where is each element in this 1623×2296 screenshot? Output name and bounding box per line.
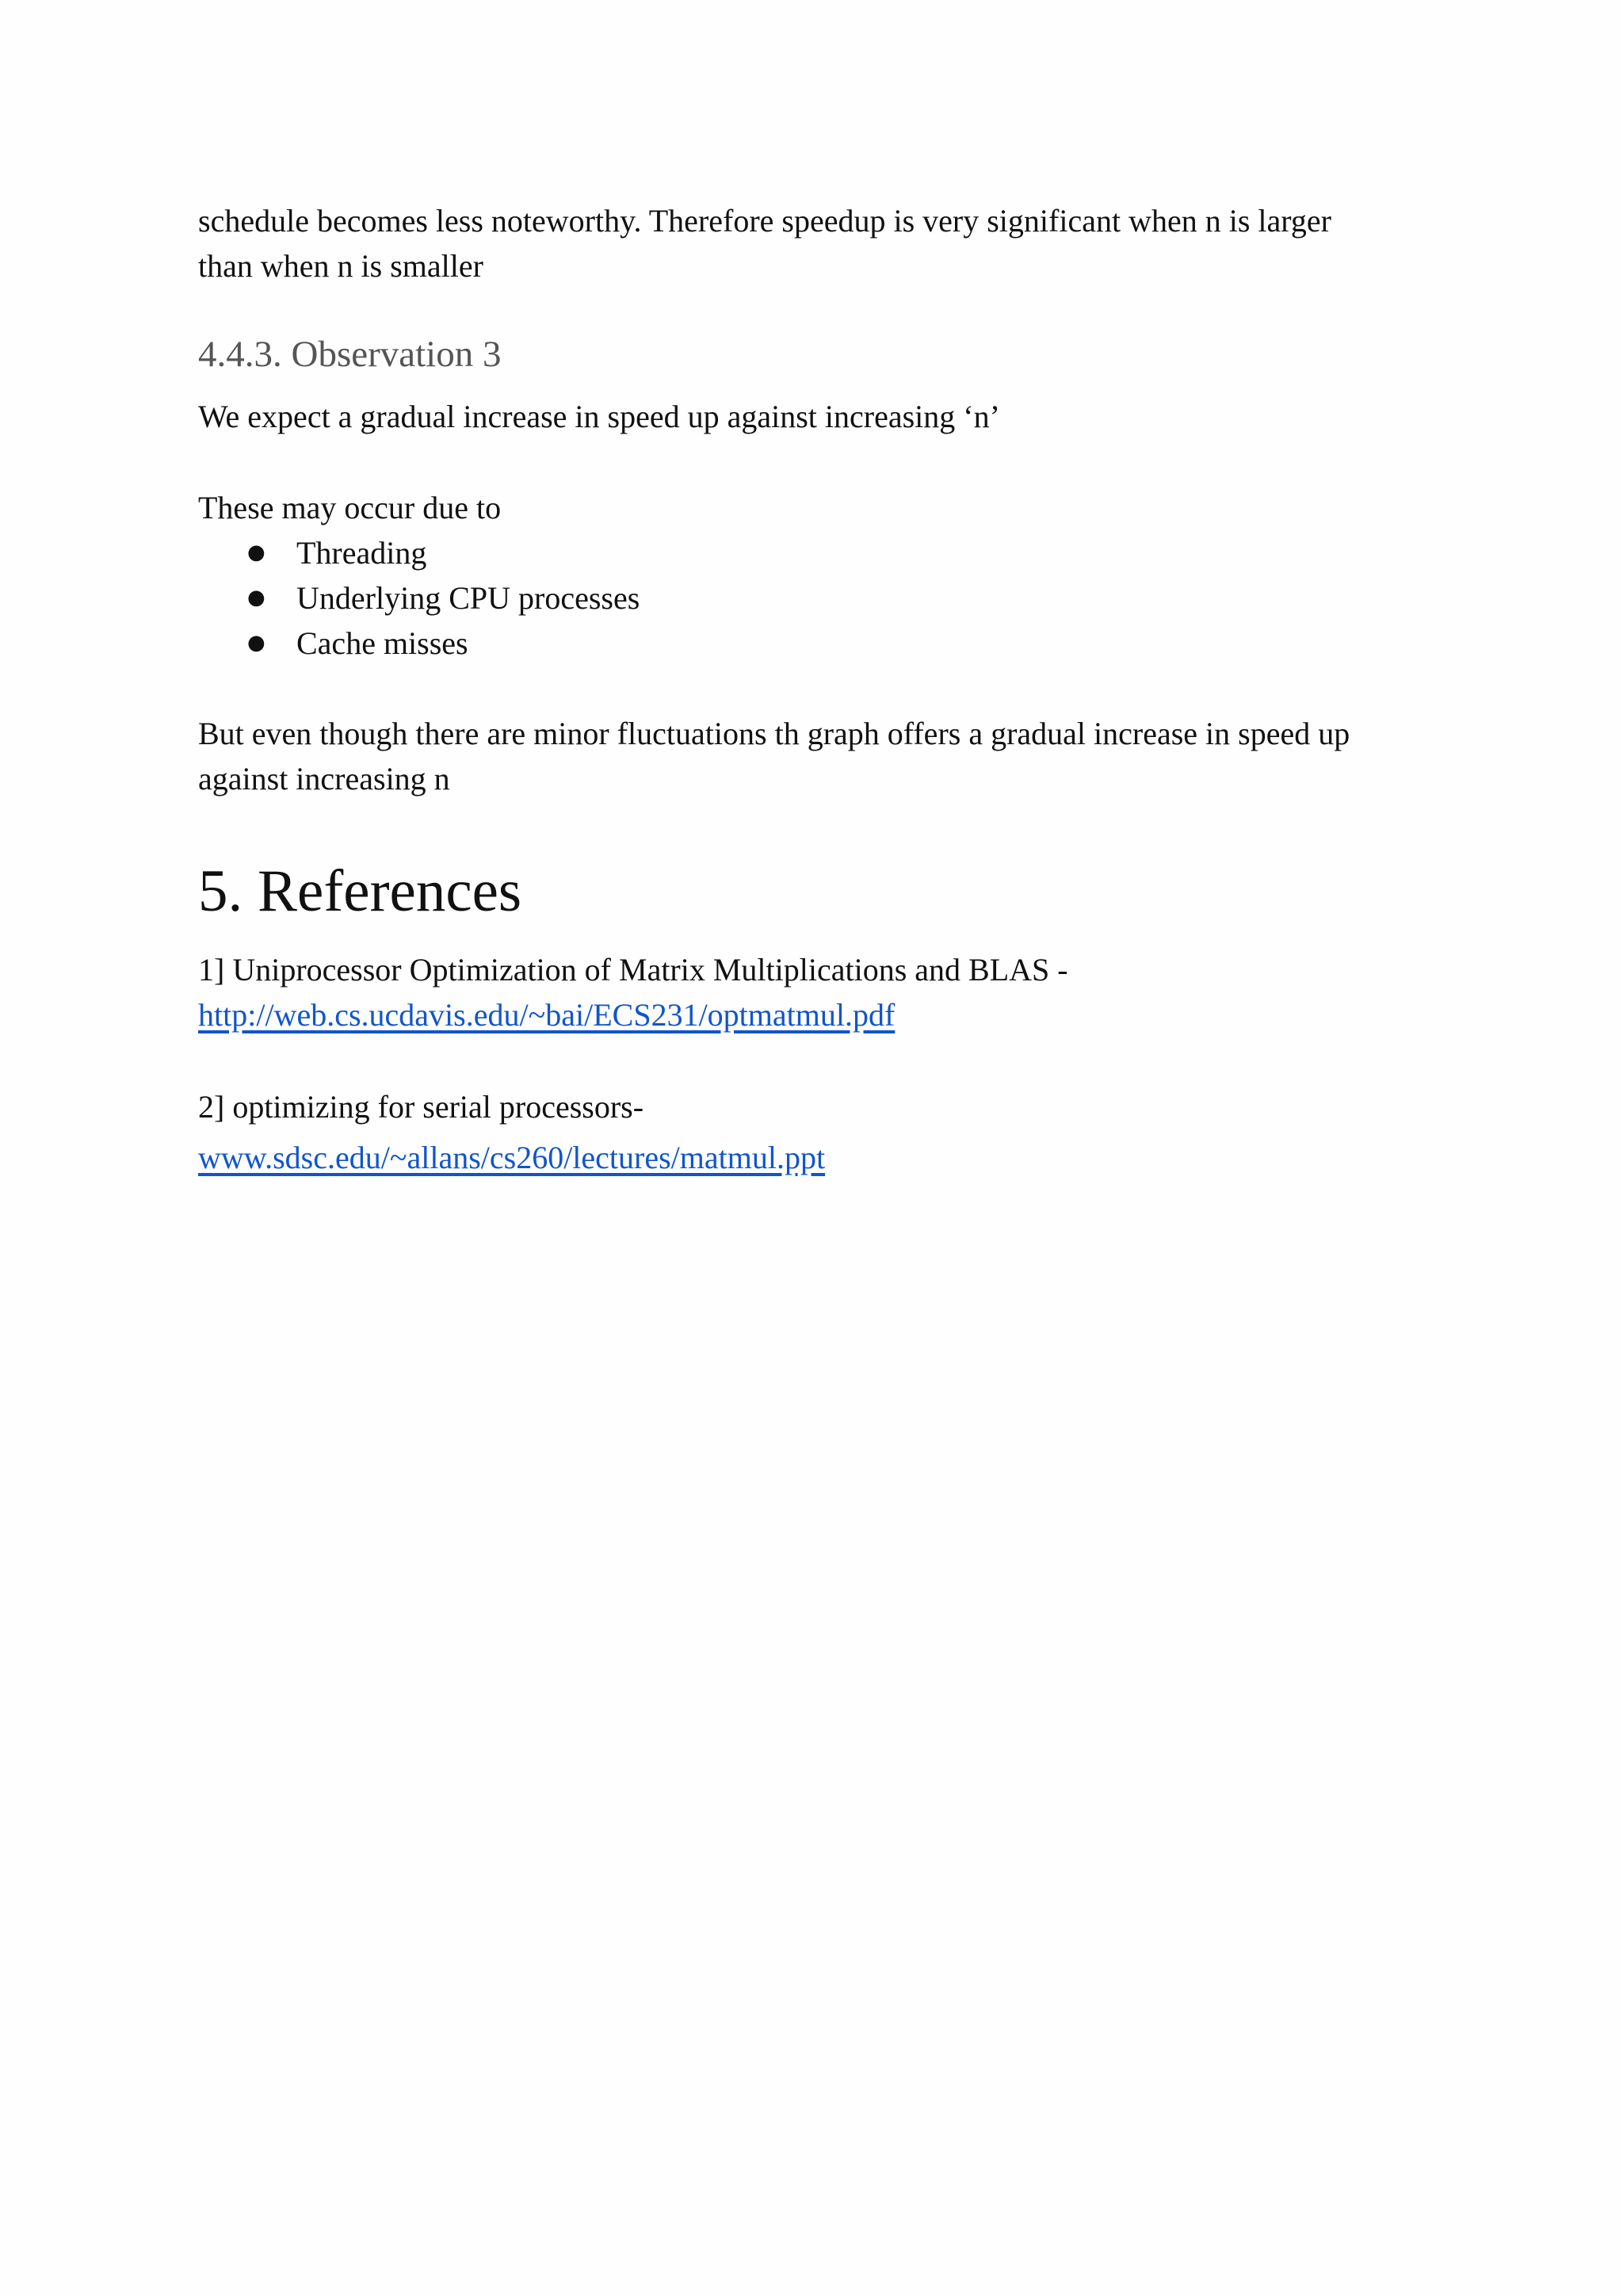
bullet-icon: ● [247,631,265,655]
reference-1-text: 1] Uniprocessor Optimization of Matrix Multiplications and BLAS - [198,952,1068,988]
causes-intro: These may occur due to [198,490,502,525]
bullet-icon: ● [247,586,265,609]
intro-line-2: than when n is smaller [198,248,483,284]
list-item: ● Underlying CPU processes [198,575,1308,621]
list-item: ● Cache misses [198,621,1308,666]
conclusion-line-1: But even though there are minor fluctuations th graph offers a gradual increase in speed up [198,716,1350,751]
list-item: ● Threading [198,530,1308,575]
expectation-text: We expect a gradual increase in speed up against increasing ‘n’ [198,399,1000,434]
observation-heading: 4.4.3. Observation 3 [198,334,502,375]
intro-line-1: schedule becomes less noteworthy. Therefore speedup is very significant when n is larger [198,203,1331,239]
causes-list [198,530,1308,666]
reference-2-text: 2] optimizing for serial processors- [198,1089,644,1125]
reference-2-link[interactable]: www.sdsc.edu/~allans/cs260/lectures/matmul.ppt [198,1140,826,1175]
reference-1-link-line [198,992,895,1037]
conclusion-line-2: against increasing n [198,761,450,797]
reference-1-link[interactable]: http://web.cs.ucdavis.edu/~bai/ECS231/optmatmul.pdf [198,997,896,1033]
references-heading: 5. References [198,858,522,924]
bullet-icon: ● [247,541,265,564]
reference-2-link-line [198,1135,825,1180]
